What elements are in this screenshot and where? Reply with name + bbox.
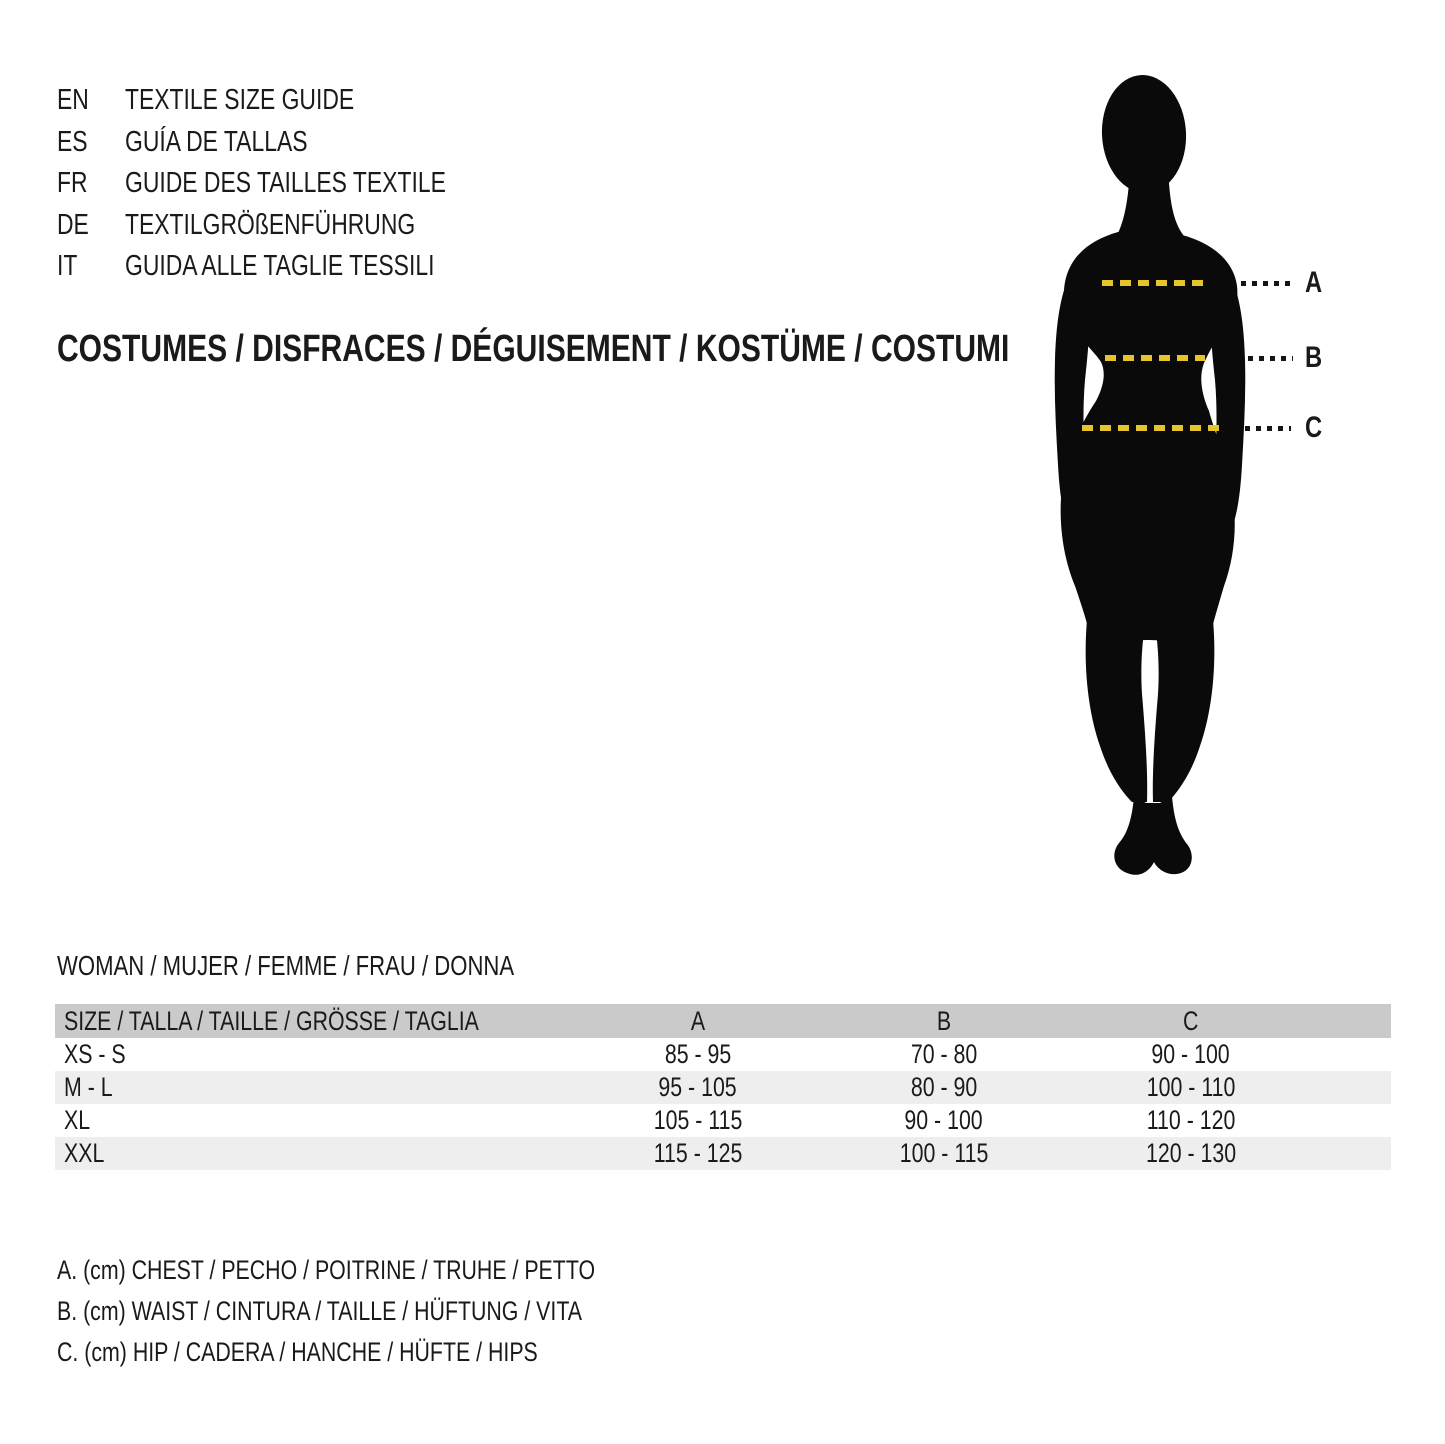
measure-label-b: B <box>1305 341 1323 374</box>
row-spacer <box>1315 1071 1391 1104</box>
value-cell-a: 95 - 105 <box>658 1072 738 1102</box>
leader-line-b <box>1248 356 1293 361</box>
woman-silhouette-icon <box>1030 70 1270 890</box>
table-row-xxl <box>55 1137 1391 1170</box>
lang-title: GUÍA DE TALLAS <box>125 125 308 158</box>
lang-row-it <box>57 246 531 288</box>
size-table-header-row <box>55 1004 1391 1038</box>
value-cell-c: 120 - 130 <box>1145 1138 1237 1168</box>
lang-title: GUIDA ALLE TAGLIE TESSILI <box>125 250 435 282</box>
footnote-c: C. (cm) HIP / CADERA / HANCHE / HÜFTE / HIPS <box>57 1337 538 1367</box>
category-heading: COSTUMES / DISFRACES / DÉGUISEMENT / KOSTÜME / COSTUMI <box>57 328 1010 370</box>
size-table <box>55 1004 1391 1170</box>
lang-code: FR <box>57 167 88 199</box>
header-col-b: B <box>936 1005 952 1036</box>
size-cell: XL <box>64 1105 91 1135</box>
measure-line-c <box>1082 425 1219 431</box>
lang-code: DE <box>57 208 89 241</box>
lang-row-es <box>57 122 531 164</box>
lang-code: EN <box>57 84 89 116</box>
leader-line-a <box>1241 281 1291 286</box>
header-col-a: A <box>690 1005 706 1036</box>
lang-title: GUIDE DES TAILLES TEXTILE <box>125 167 446 199</box>
value-cell-a: 115 - 125 <box>653 1138 743 1168</box>
header-size-column: SIZE / TALLA / TAILLE / GRÖSSE / TAGLIA <box>64 1005 479 1036</box>
lang-title: TEXTILGRÖßENFÜHRUNG <box>125 208 416 241</box>
lang-title: TEXTILE SIZE GUIDE <box>125 84 355 116</box>
leader-line-c <box>1245 426 1291 431</box>
footnote-b: B. (cm) WAIST / CINTURA / TAILLE / HÜFTUNG / VITA <box>57 1296 583 1326</box>
language-list <box>57 80 531 288</box>
row-spacer <box>1315 1038 1391 1071</box>
measure-label-c: C <box>1305 411 1323 444</box>
woman-silhouette <box>1055 73 1246 875</box>
size-cell: XXL <box>64 1138 105 1168</box>
header-col-c: C <box>1183 1005 1199 1036</box>
table-row-xl <box>55 1104 1391 1137</box>
value-cell-a: 85 - 95 <box>664 1039 732 1069</box>
size-cell: M - L <box>64 1072 113 1102</box>
row-spacer <box>1315 1104 1391 1137</box>
row-spacer <box>1315 1137 1391 1170</box>
value-cell-c: 110 - 120 <box>1146 1105 1236 1135</box>
size-table-title: WOMAN / MUJER / FEMME / FRAU / DONNA <box>57 950 515 981</box>
footnote-a: A. (cm) CHEST / PECHO / POITRINE / TRUHE / PETTO <box>57 1255 596 1285</box>
lang-code: IT <box>57 250 78 282</box>
measure-label-a: A <box>1305 266 1323 299</box>
measure-line-b <box>1105 355 1205 361</box>
measure-line-a <box>1102 280 1210 286</box>
lang-code: ES <box>57 125 88 158</box>
lang-row-de <box>57 205 531 247</box>
header-spacer <box>1315 1004 1391 1038</box>
value-cell-c: 90 - 100 <box>1151 1039 1231 1069</box>
value-cell-a: 105 - 115 <box>653 1105 743 1135</box>
value-cell-c: 100 - 110 <box>1146 1072 1236 1102</box>
lang-row-en <box>57 80 531 122</box>
value-cell-b: 80 - 90 <box>910 1072 978 1102</box>
table-row-xs-s <box>55 1038 1391 1071</box>
value-cell-b: 70 - 80 <box>910 1039 978 1069</box>
measure-footnotes <box>57 1250 738 1373</box>
value-cell-b: 100 - 115 <box>899 1138 989 1168</box>
size-cell: XS - S <box>64 1039 126 1069</box>
value-cell-b: 90 - 100 <box>904 1105 984 1135</box>
lang-row-fr <box>57 163 531 205</box>
table-row-m-l <box>55 1071 1391 1104</box>
